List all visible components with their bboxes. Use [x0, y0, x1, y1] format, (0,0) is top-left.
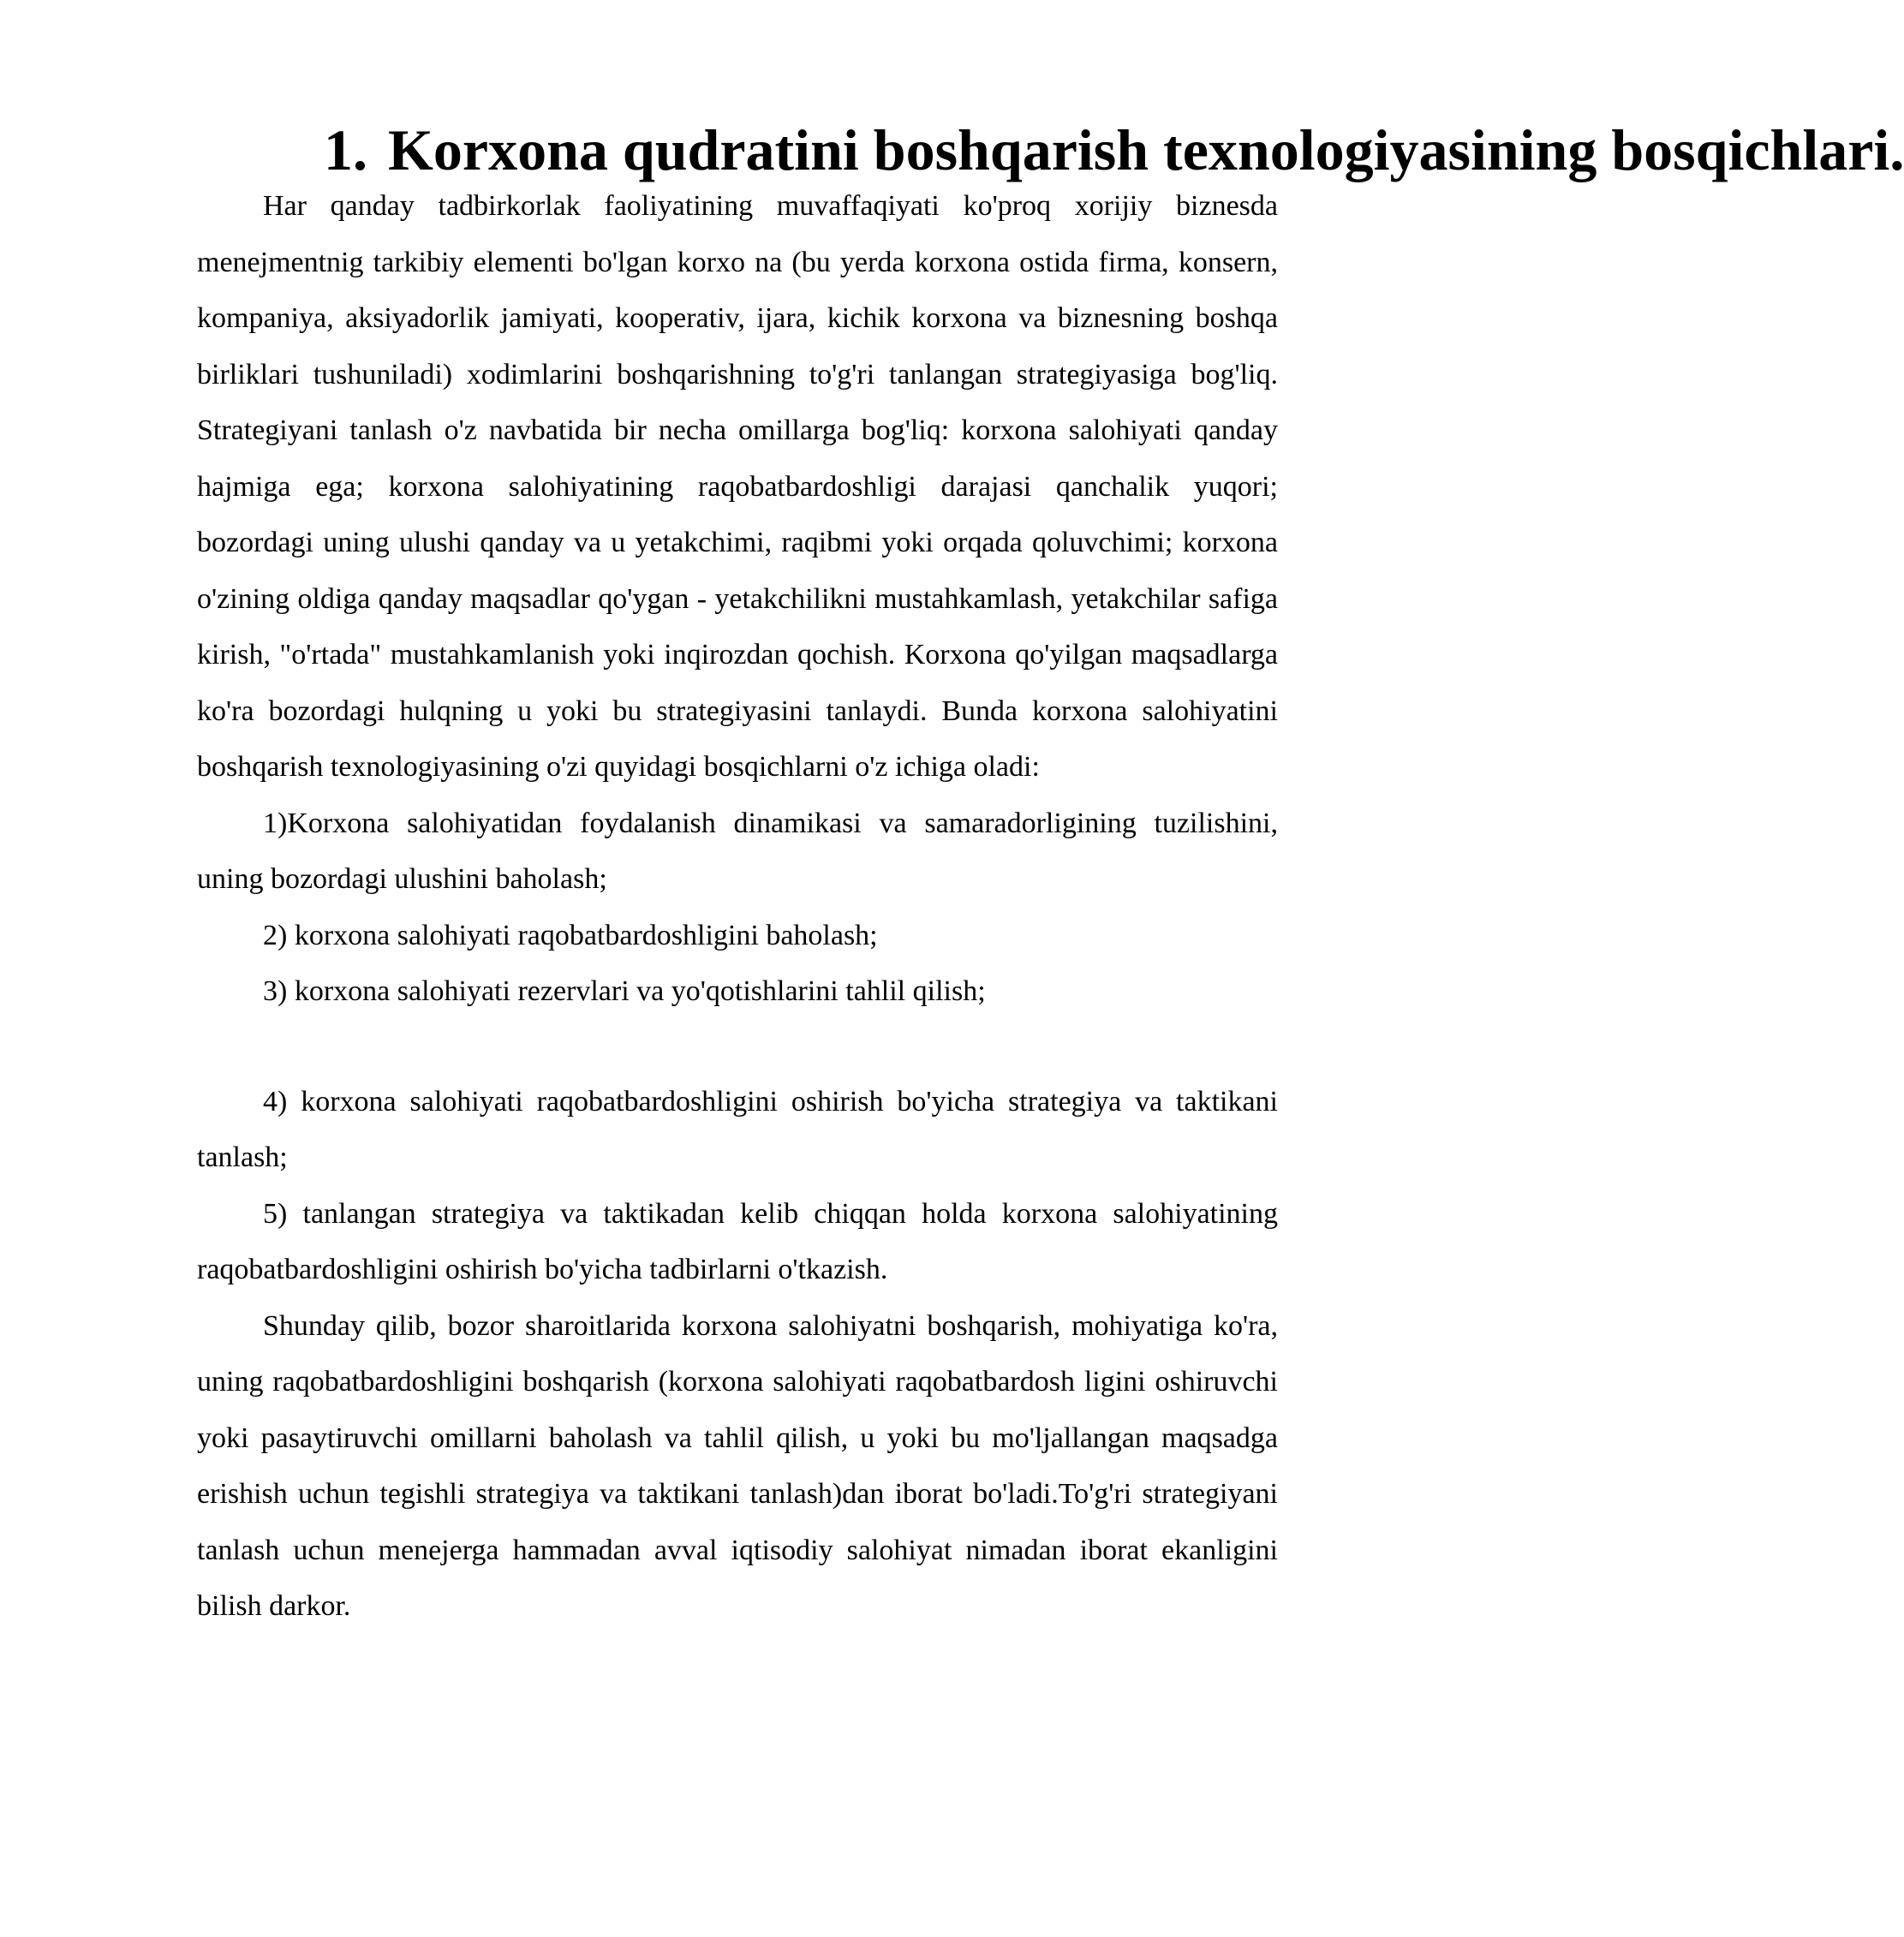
document-body	[197, 117, 1904, 1635]
list-item-text: Korxona salohiyatidan foydalanish dinamikasi va samaradorligining tuzilishini, uning bozordagi ulushini baholash;	[197, 807, 1278, 895]
list-item-number: 1)	[263, 807, 288, 839]
section-heading	[197, 117, 1904, 182]
list-item-number: 2)	[263, 919, 288, 951]
list-item-text: korxona salohiyati raqobatbardoshligini oshirish bo'yicha strategiya va taktikani tanlash;	[197, 1085, 1279, 1173]
list-item	[197, 796, 1278, 908]
list-item-number: 4)	[263, 1085, 288, 1118]
conclusion-paragraph: Shunday qilib, bozor sharoitlarida korxona salohiyatni boshqarish, mohiyatiga ko'ra, uning raqobatbardoshligini boshqarish (korxona salohiyati raqobatbardosh ligini oshiruvchi yoki pasaytiruvchi omillarni baholash va tahlil qilish, u yoki bu mo'ljallangan maqsadga erishish uchun tegishli strategiya va taktikani tanlash)dan iborat bo'ladi.To'g'ri strategiyani tanlash uchun menejerga hammadan avval iqtisodiy salohiyat nimadan iborat ekanligini bilish darkor.	[197, 1309, 1278, 1622]
list-item-text: korxona salohiyati rezervlari va yo'qotishlarini tahlil qilish;	[294, 975, 986, 1007]
list-item-text: korxona salohiyati raqobatbardoshligini baholash;	[294, 919, 878, 951]
list-item-text: tanlangan strategiya va taktikadan kelib chiqqan holda korxona salohiyatining raqobatbardoshligini oshirish bo'yicha tadbirlarni o'tkazish.	[197, 1197, 1279, 1285]
list-item	[197, 1186, 1278, 1298]
list-item	[197, 963, 1278, 1020]
section-number: 1.	[324, 117, 367, 182]
list-item	[197, 1074, 1278, 1186]
blank-line	[197, 1020, 1278, 1074]
section-title: Korxona qudratini boshqarish texnologiyasining bosqichlari.	[388, 117, 1904, 182]
list-item	[197, 908, 1278, 964]
list-item-number: 5)	[263, 1197, 288, 1230]
intro-paragraph: Har qanday tadbirkorlak faoliyatining muvaffaqiyati ko'proq xorijiy biznesda menejmentnig tarkibiy elementi bo'lgan korxo na (bu yerda korxona ostida firma, konsern, kompaniya, aksiyadorlik jamiyati, kooperativ, ijara, kichik korxona va biznesning boshqa birliklari tushuniladi) xodimlarini boshqarishning to'g'ri tanlangan strategiyasiga bog'liq. Strategiyani tanlash o'z navbatida bir necha omillarga bog'liq: korxona salohiyati qanday hajmiga ega; korxona salohiyatining raqobatbardoshligi darajasi qanchalik yuqori; bozordagi uning ulushi qanday va u yetakchimi, raqibmi yoki orqada qoluvchimi; korxona o'zining oldiga qanday maqsadlar qo'ygan - yetakchilikni mustahkamlash, yetakchilar safiga kirish, "o'rtada" mustahkamlanish yoki inqirozdan qochish. Korxona qo'yilgan maqsadlarga ko'ra bozordagi hulqning u yoki bu strategiyasini tanlaydi. Bunda korxona salohiyatini boshqarish texnologiyasining o'zi quyidagi bosqichlarni o'z ichiga oladi:	[197, 190, 1278, 783]
list-item-number: 3)	[263, 975, 288, 1007]
